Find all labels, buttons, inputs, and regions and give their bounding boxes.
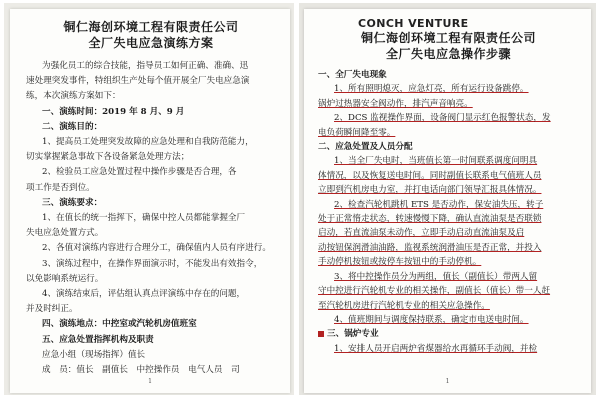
document-line (26, 120, 276, 135)
document-line (26, 181, 276, 196)
document-line (26, 302, 276, 317)
document-line (318, 255, 579, 269)
document-line (318, 68, 579, 82)
document-line (318, 97, 579, 111)
document-line (26, 272, 276, 287)
red-marker-icon (318, 331, 324, 337)
document-line-text: 2、各值对演练内容进行合理分工，确保值内人员有序进行。 (42, 243, 271, 254)
document-line-text: 1、当全厂失电时，当班值长第一时间联系调度问明具 (334, 156, 538, 167)
document-line-text: 以免影响系统运行。 (26, 273, 104, 284)
document-line-text: 并及时纠正。 (26, 304, 78, 315)
document-line-text: 2、DCS 监视操作界面，设备阀门显示红色报警状态，发 (334, 113, 551, 124)
document-line-text: 2、检查汽轮机跳机 ETS 是否动作，保安油失压，转子 (334, 199, 544, 210)
document-line (318, 140, 579, 154)
document-line (26, 59, 276, 74)
left-title-line2: 全厂失电应急演练方案 (88, 36, 214, 50)
document-line-text: 至汽轮机房进行汽轮机专业的相关应急操作。 (318, 300, 490, 311)
document-line-text: 一、全厂失电现象 (318, 70, 387, 80)
document-line-text: 四、演练地点：中控室或汽轮机房值班室 (42, 319, 197, 330)
document-line-text: 练，本次演练方案如下： (26, 91, 121, 102)
document-line-text: 五、应急处置指挥机构及职责 (42, 334, 154, 345)
document-line (318, 111, 579, 125)
right-document-photo (299, 3, 596, 395)
document-line-text: 成 员：值长 副值长 中控操作员 电气人员 司 (42, 365, 240, 376)
document-line-text: 三、演练要求： (42, 197, 103, 208)
document-line-text: 电负荷瞬间降至零。 (318, 127, 396, 138)
document-line-text: 立即到汽机房电力室，并打电话向部门领导汇报具体情况。 (318, 185, 542, 196)
document-line (26, 333, 276, 348)
left-paper-sheet (10, 9, 290, 393)
document-line (26, 211, 276, 226)
document-line (318, 226, 579, 240)
document-line-text: 守中控进行汽轮机专业的相关操作，副值长（值长）带一人赶 (318, 286, 551, 297)
document-line-text: 3、演练过程中，在操作界面演示时，不能发出有效指令， (42, 258, 263, 269)
document-line (318, 327, 579, 341)
document-line-text: 项工作是否到位。 (26, 182, 95, 193)
document-line-text: 二、演练目的： (42, 121, 103, 132)
document-line-text: 为强化员工的综合技能，指导员工如何正确、准确、迅 (42, 61, 249, 71)
right-page-number: 1 (445, 378, 450, 385)
document-line-text: 锅炉过热器安全阀动作，排汽声音响亮。 (318, 98, 473, 109)
document-line (26, 105, 276, 120)
document-line-text: 速处理突发事件，特组织生产处每个值开展全厂失电应急演 (26, 76, 250, 87)
document-line (26, 150, 276, 165)
document-line-text: 1、安排人员开启两炉省煤器给水再循环手动阀，并检 (334, 343, 538, 354)
document-line-text: 2、检验员工应急处置过程中操作步骤是否合理，各 (42, 167, 237, 178)
document-line (318, 284, 579, 298)
document-line (318, 154, 579, 168)
document-line (318, 313, 579, 327)
document-line-text: 1、提高员工处理突发故障的应急处理和自我防范能力， (42, 137, 254, 148)
document-line (26, 74, 276, 89)
document-line (26, 363, 276, 378)
document-line (318, 241, 579, 255)
document-line (26, 241, 276, 256)
right-title-line2: 全厂失电应急操作步骤 (385, 47, 511, 61)
document-line-text: 3、将中控操作员分为两组，值长（副值长）带两人留 (334, 271, 538, 282)
document-line (26, 348, 276, 363)
document-line-text: 应急小组（现场指挥）值长 (42, 349, 146, 360)
document-line (318, 212, 579, 226)
document-line (26, 165, 276, 180)
right-title-line1: 铜仁海创环境工程有限责任公司 (360, 31, 536, 45)
document-line (318, 198, 579, 212)
document-line (318, 183, 579, 197)
document-line-text: 1、在值长的统一指挥下，确保中控人员都能掌握全厂 (42, 213, 246, 224)
document-line (318, 270, 579, 284)
document-line (26, 287, 276, 302)
document-line-text: 切实掌握紧急事故下各设备紧急处理方法； (26, 152, 190, 163)
document-line-text: 4、演练结束后，评估组认真点评演练中存在的问题， (42, 289, 246, 300)
document-line-text: 体情况，以及恢复送电时间。同时副值长联系电气值班人员 (318, 170, 542, 181)
right-body-text (318, 68, 579, 356)
document-line-text: 三、锅炉专业 (327, 329, 379, 340)
document-line (318, 126, 579, 140)
document-line (26, 317, 276, 332)
document-line (318, 82, 579, 96)
document-line (26, 89, 276, 104)
document-line (26, 257, 276, 272)
document-line-text: 处于正常惰走状态，转速慢慢下降，确认直流油泵是否联锁 (318, 214, 542, 225)
left-page-number: 1 (148, 378, 152, 385)
conch-venture-logo: CONCH VENTURE (358, 17, 469, 30)
document-line-text: 手动停机按钮或按停车按钮中的手动停机。 (318, 257, 482, 268)
left-title-line1: 铜仁海创环境工程有限责任公司 (63, 20, 239, 34)
document-line-text: 1、所有照明熄灭，应急灯亮，所有运行设备跳停。 (334, 84, 529, 95)
document-line-text: 4、值班期间与调度保持联系，确定市电送电时间。 (334, 314, 529, 325)
document-line (318, 299, 579, 313)
document-line-text: 二、应急处置及人员分配 (318, 142, 413, 153)
left-body-text (26, 59, 276, 378)
document-line-text: 动按钮保润滑油油路，监视系统润滑油压是否正常，并投入 (318, 242, 542, 253)
left-document-photo (4, 3, 294, 395)
document-line-text: 失电应急处置方式。 (26, 228, 104, 239)
document-line (318, 342, 579, 356)
document-line (318, 169, 579, 183)
document-line-text: 启动，若直流油泵未动作，立即手动启动直流油泵及启 (318, 228, 525, 239)
document-line (26, 226, 276, 241)
document-line-text: 一、演练时间：2019 年 8 月、9 月 (42, 106, 185, 117)
document-line (26, 196, 276, 211)
document-line (26, 135, 276, 150)
right-paper-sheet (304, 9, 591, 393)
